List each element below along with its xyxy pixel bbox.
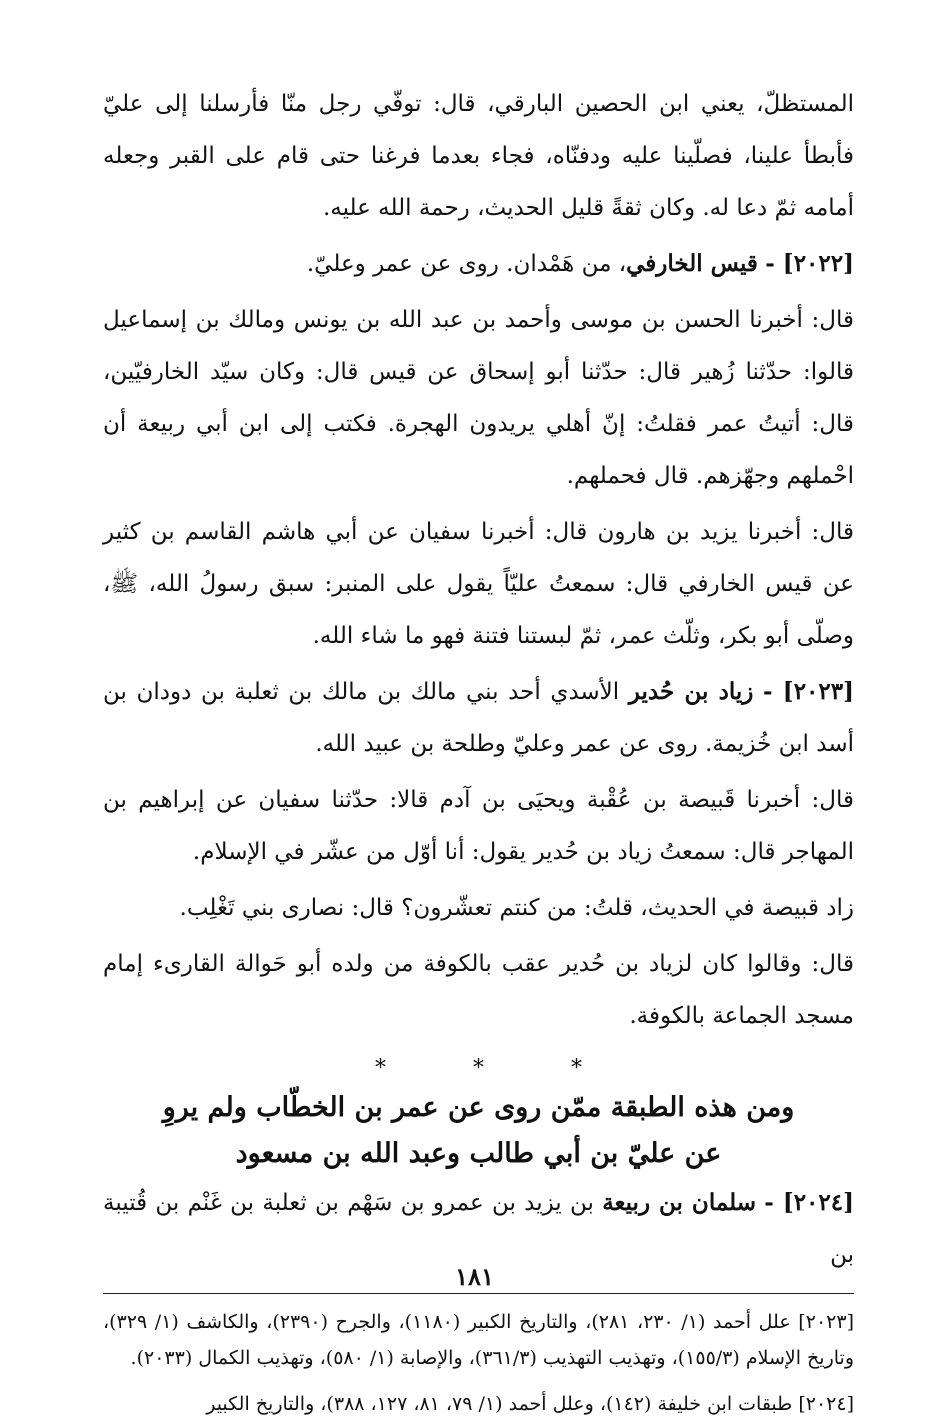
footnotes <box>103 1304 854 1422</box>
main-text <box>103 78 854 1281</box>
entry-name: قيس الخارفي <box>626 250 758 277</box>
entry-name: سلمان بن ربيعة <box>602 1189 757 1216</box>
section-separator: * * * <box>375 1056 622 1081</box>
footnote-divider <box>103 1293 854 1294</box>
section-heading-line: عن عليّ بن أبي طالب وعبد الله بن مسعود <box>235 1138 722 1169</box>
paragraph: قال: أخبرنا يزيد بن هارون قال: أخبرنا سفيان عن أبي هاشم القاسم بن كثير عن قيس الخارفي قال: سمعتُ عليّاً يقول على المنبر: سبق رسولُ الله، ﷺ، وصلّى أبو بكر، وثلّث عمر، ثمّ لبستنا فتنة فهو ما شاء الله. <box>103 519 854 649</box>
entry-number: [٢٠٢٤] - <box>764 1189 855 1216</box>
section-heading-line: ومن هذه الطبقة ممّن روى عن عمر بن الخطّاب ولم يروِ <box>162 1092 795 1123</box>
entry-number: [٢٠٢٢] - <box>765 250 854 277</box>
entry-description: الأسدي أحد بني مالك بن مالك بن ثعلبة بن دودان بن أسد ابن خُزيمة. روى عن عمر وعليّ وطلحة بن عبيد الله. <box>103 679 854 757</box>
entry-description: ، من هَمْدان. روى عن عمر وعليّ. <box>306 251 627 277</box>
paragraph-continuation: المستظلّ، يعني ابن الحصين البارقي، قال: توفّي رجل منّا فأرسلنا إلى عليّ فأبطأ علينا، فصلّينا عليه ودفنّاه، فجاء بعدما فرغنا حتى قام على القبر وجعله أمامه ثمّ دعا له. وكان ثقةً قليل الحديث، رحمة الله عليه. <box>103 91 854 221</box>
entry-2022-heading <box>103 238 854 290</box>
entry-number: [٢٠٢٣] - <box>762 678 855 705</box>
paragraph: قال: أخبرنا الحسن بن موسى وأحمد بن عبد الله بن يونس ومالك بن إسماعيل قالوا: حدّثنا زُهير قال: حدّثنا أبو إسحاق عن قيس قال: وكان سيّد الخارفيّين، قال: أتيتُ عمر فقلتُ: إنّ أهلي يريدون الهجرة. فكتب إلى ابن أبي ربيعة أن احْملهم وجهّزهم. قال فحملهم. <box>103 307 854 489</box>
page-number: ١٨١ <box>455 1262 494 1291</box>
footnote: [٢٠٢٣] علل أحمد (١/ ٢٣٠، ٢٨١)، والتاريخ الكبير (١١٨٠)، والجرح (٢٣٩٠)، والكاشف (١/ ٣٢٩)، وتاريخ الإسلام (١٥٥/٣)، وتهذيب التهذيب (٣٦١/٣)، والإصابة (١/ ٥٨٠)، وتهذيب الكمال (٢٠٣٣). <box>103 1311 854 1369</box>
entry-name: زياد بن حُدير <box>628 678 754 705</box>
paragraph: قال: أخبرنا قَبيصة بن عُقْبة ويحيَى بن آدم قالا: حدّثنا سفيان عن إبراهيم بن المهاجر قال: سمعتُ زياد بن حُدير يقول: أنا أوّل من عشّر في الإسلام. <box>103 787 854 865</box>
paragraph: قال: وقالوا كان لزياد بن حُدير عقب بالكوفة من ولده أبو حَوالة القارىء إمام مسجد الجماعة بالكوفة. <box>103 951 854 1029</box>
entry-2023-heading <box>103 666 854 770</box>
paragraph: زاد قبيصة في الحديث، قلتُ: من كنتم تعشّرون؟ قال: نصارى بني تَغْلِب. <box>179 895 854 921</box>
entry-description: بن يزيد بن عمرو بن سَهْم بن ثعلبة بن غَنْم بن قُتيبة بن <box>103 1190 854 1268</box>
section-heading <box>103 1085 854 1177</box>
footnote: [٢٠٢٤] طبقات ابن خليفة (١٤٢)، وعلل أحمد (١/ ٧٩، ٨١، ١٢٧، ٣٨٨)، والتاريخ الكبير <box>206 1393 854 1415</box>
